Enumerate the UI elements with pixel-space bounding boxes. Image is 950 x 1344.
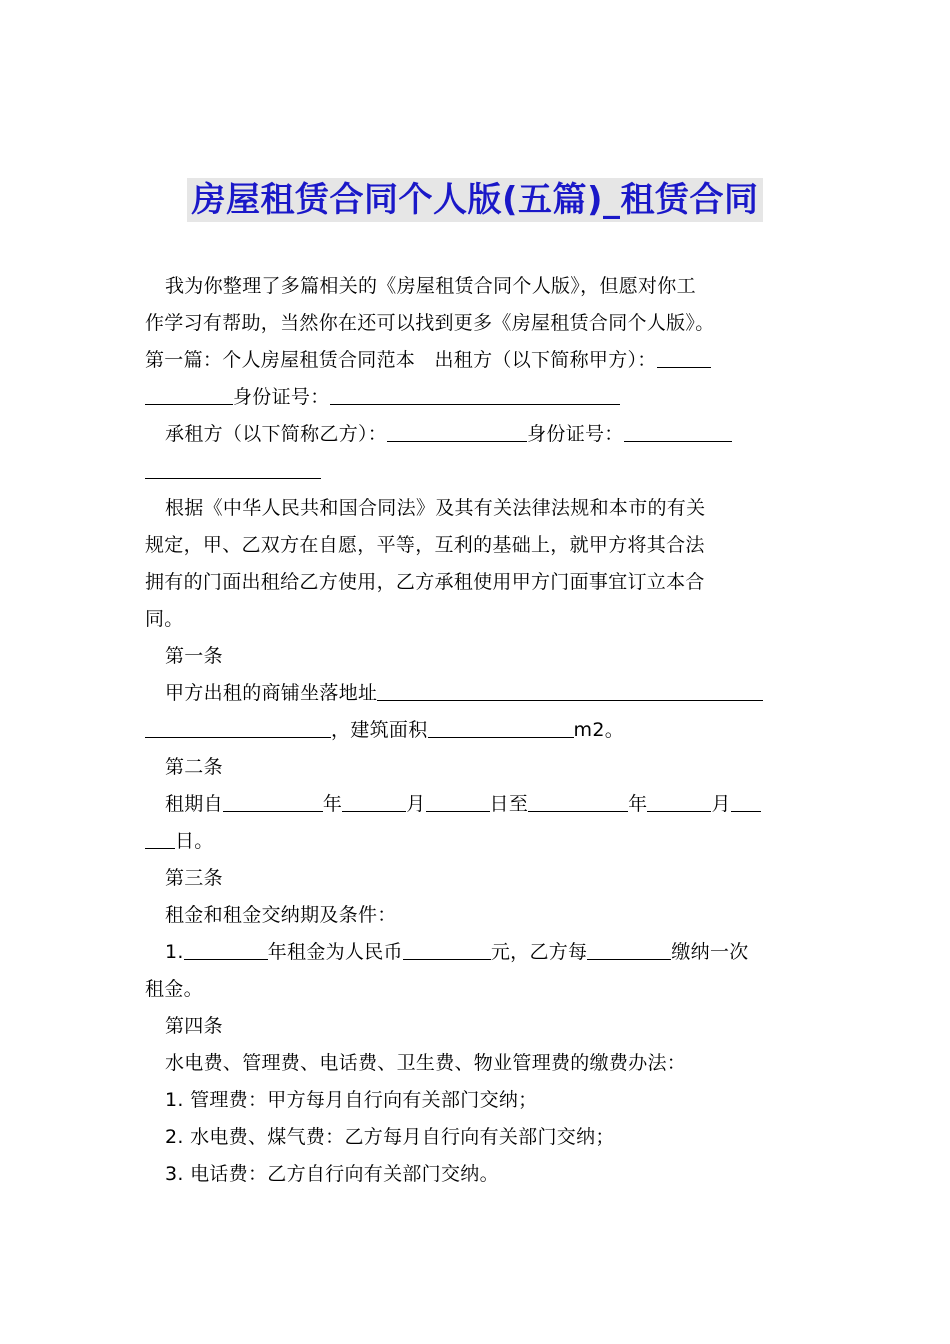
text-span: 租金和租金交纳期及条件： <box>165 904 397 926</box>
blank-line <box>342 791 406 812</box>
text-span: 年 <box>322 793 343 815</box>
blank-line <box>647 791 711 812</box>
document-body <box>145 268 807 1193</box>
paragraph-line <box>145 786 807 823</box>
blank-line <box>330 384 620 405</box>
paragraph-line <box>145 897 807 934</box>
blank-line <box>426 791 490 812</box>
blank-line <box>528 791 628 812</box>
blank-line <box>377 680 763 701</box>
text-span: 2. 水电费、煤气费：乙方每月自行向有关部门交纳； <box>165 1126 615 1148</box>
text-span: 水电费、管理费、电话费、卫生费、物业管理费的缴费办法： <box>165 1052 687 1074</box>
text-span: 我为你整理了多篇相关的《房屋租赁合同个人版》，但愿对你工 <box>165 275 696 297</box>
paragraph-line <box>145 305 807 342</box>
text-span: 日至 <box>489 793 529 815</box>
text-span: 3. 电话费：乙方自行向有关部门交纳。 <box>165 1163 499 1185</box>
text-span: 同。 <box>145 608 184 630</box>
paragraph-line <box>145 601 807 638</box>
text-span: 第二条 <box>165 756 223 778</box>
text-span: 缴纳一次 <box>671 941 749 963</box>
paragraph-line <box>145 416 807 453</box>
blank-line <box>587 939 671 960</box>
text-span: 1. 管理费：甲方每月自行向有关部门交纳； <box>165 1089 538 1111</box>
paragraph-line <box>145 527 807 564</box>
blank-line <box>145 717 331 738</box>
list-item <box>145 1119 807 1156</box>
text-span: 第四条 <box>165 1015 223 1037</box>
blank-line <box>145 828 175 849</box>
list-item <box>145 1156 807 1193</box>
text-span: 元，乙方每 <box>490 941 588 963</box>
paragraph-line <box>145 675 807 712</box>
text-span: 规定，甲、乙双方在自愿，平等，互利的基础上，就甲方将其合法 <box>145 534 705 556</box>
paragraph-line <box>145 934 807 971</box>
article-heading <box>145 749 807 786</box>
paragraph-line <box>145 379 807 416</box>
paragraph-line <box>145 490 807 527</box>
blank-line <box>387 421 527 442</box>
blank-line <box>145 458 321 479</box>
text-span: m2。 <box>573 719 625 741</box>
text-span: 月 <box>711 793 731 815</box>
text-span: 作学习有帮助，当然你在还可以找到更多《房屋租赁合同个人版》。 <box>145 312 715 334</box>
article-heading <box>145 860 807 897</box>
text-span: 承租方（以下简称乙方）： <box>165 423 388 445</box>
paragraph-line <box>145 971 807 1008</box>
text-span: 1. <box>165 941 184 963</box>
text-span: 月 <box>406 793 426 815</box>
blank-line <box>428 717 574 738</box>
text-span: 租金。 <box>145 978 203 1000</box>
blank-line <box>403 939 491 960</box>
text-span: 年 <box>628 793 648 815</box>
blank-line <box>184 939 268 960</box>
article-heading <box>145 1008 807 1045</box>
list-item <box>145 1082 807 1119</box>
article-heading <box>145 638 807 675</box>
paragraph-line <box>145 453 807 490</box>
paragraph-line <box>145 1045 807 1082</box>
text-span: 第三条 <box>165 867 223 889</box>
blank-line <box>657 347 711 368</box>
text-span: 身份证号： <box>527 423 624 445</box>
text-span: 第一篇：个人房屋租赁合同范本 出租方（以下简称甲方）： <box>145 349 657 371</box>
paragraph-line <box>145 823 807 860</box>
blank-line <box>145 384 233 405</box>
text-span: 根据《中华人民共和国合同法》及其有关法律法规和本市的有关 <box>165 497 706 519</box>
blank-line <box>624 421 732 442</box>
title-container <box>0 178 950 222</box>
text-span: 拥有的门面出租给乙方使用，乙方承租使用甲方门面事宜订立本合 <box>145 571 705 593</box>
text-span: 年租金为人民币 <box>267 941 403 963</box>
text-span: 日。 <box>175 830 214 852</box>
text-span: 租期自 <box>165 793 223 815</box>
document-title: 房屋租赁合同个人版(五篇)_租赁合同 <box>187 178 762 222</box>
paragraph-line <box>145 342 807 379</box>
text-span: 甲方出租的商铺坐落地址 <box>165 682 378 704</box>
text-span: 身份证号： <box>233 386 330 408</box>
text-span: 第一条 <box>165 645 223 667</box>
blank-line <box>223 791 323 812</box>
blank-line <box>731 791 761 812</box>
paragraph-line <box>145 564 807 601</box>
paragraph-line <box>145 268 807 305</box>
paragraph-line <box>145 712 807 749</box>
text-span: ，建筑面积 <box>331 719 428 741</box>
